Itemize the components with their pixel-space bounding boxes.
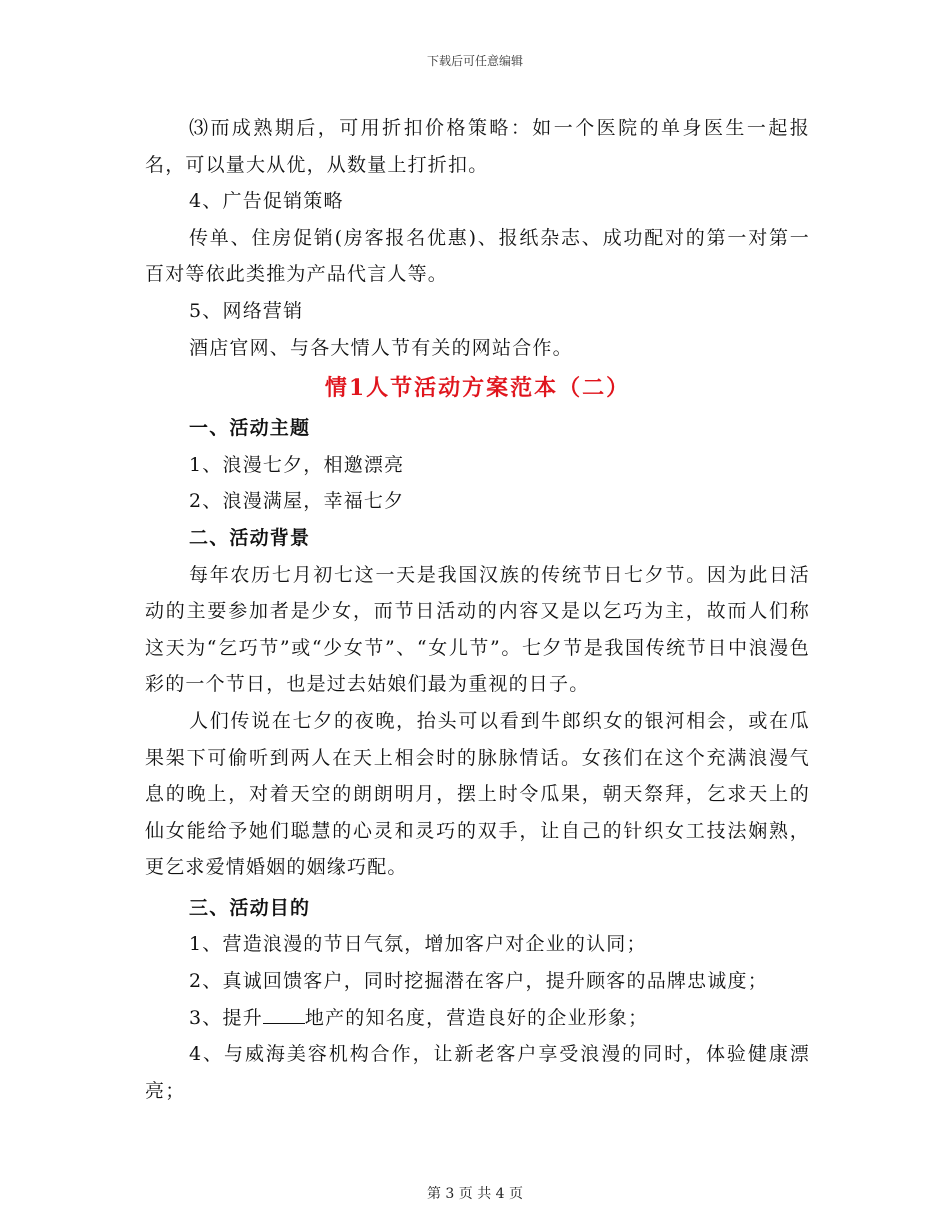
heading-online-marketing: 5、网络营销 xyxy=(189,299,304,322)
theme-item: 2、浪漫满屋，幸福七夕 xyxy=(189,490,405,513)
section-heading-purpose: 三、活动目的 xyxy=(189,896,311,919)
purpose-item xyxy=(145,1000,810,1037)
section-heading-theme: 一、活动主题 xyxy=(189,417,311,440)
heading-ad-promotion: 4、广告促销策略 xyxy=(189,190,344,213)
purpose-item-prefix: 3、提升 xyxy=(189,1006,263,1029)
purpose-item-suffix: 地产的知名度，营造良好的企业形象； xyxy=(304,1006,649,1029)
paragraph-discount-strategy: ⑶而成熟期后，可用折扣价格策略：如一个医院的单身医生一起报名，可以量大从优，从数量上打折扣。 xyxy=(145,117,810,176)
background-paragraph: 人们传说在七夕的夜晚，抬头可以看到牛郎织女的银河相会，或在瓜果架下可偷听到两人在天上相会时的脉脉情话。女孩们在这个充满浪漫气息的晚上，对着天空的朗朗明月，摆上时令瓜果，朝天祭拜，乞求天上的仙女能给予她们聪慧的心灵和灵巧的双手，让自己的针织女工技法娴熟，更乞求爱情婚姻的姻缘巧配。 xyxy=(145,709,810,879)
page-footer: 第 3 页 共 4 页 xyxy=(426,1186,524,1202)
paragraph-online-marketing: 酒店官网、与各大情人节有关的网站合作。 xyxy=(189,336,573,359)
blank-underline xyxy=(263,1005,305,1024)
paragraph-ad-promotion: 传单、住房促销(房客报名优惠)、报纸杂志、成功配对的第一对第一百对等依此类推为产品代言人等。 xyxy=(145,226,810,286)
purpose-item: 1、营造浪漫的节日气氛，增加客户对企业的认同； xyxy=(189,933,647,956)
section-heading-background: 二、活动背景 xyxy=(189,526,311,549)
purpose-item: 2、真诚回馈客户，同时挖掘潜在客户，提升顾客的品牌忠诚度； xyxy=(189,970,768,993)
purpose-item: 4、与威海美容机构合作，让新老客户享受浪漫的同时，体验健康漂亮； xyxy=(145,1043,810,1102)
theme-item: 1、浪漫七夕，相邀漂亮 xyxy=(189,453,405,476)
page-header: 下载后可任意编辑 xyxy=(426,54,523,68)
document-title: 情1人节活动方案范本（二） xyxy=(324,375,631,402)
background-paragraph: 每年农历七月初七这一天是我国汉族的传统节日七夕节。因为此日活动的主要参加者是少女，而节日活动的内容又是以乞巧为主，故而人们称这天为“乞巧节”或“少女节”、“女儿节”。七夕节是我国传统节日中浪漫色彩的一个节日，也是过去姑娘们最为重视的日子。 xyxy=(145,563,810,696)
document-body xyxy=(145,110,810,1109)
